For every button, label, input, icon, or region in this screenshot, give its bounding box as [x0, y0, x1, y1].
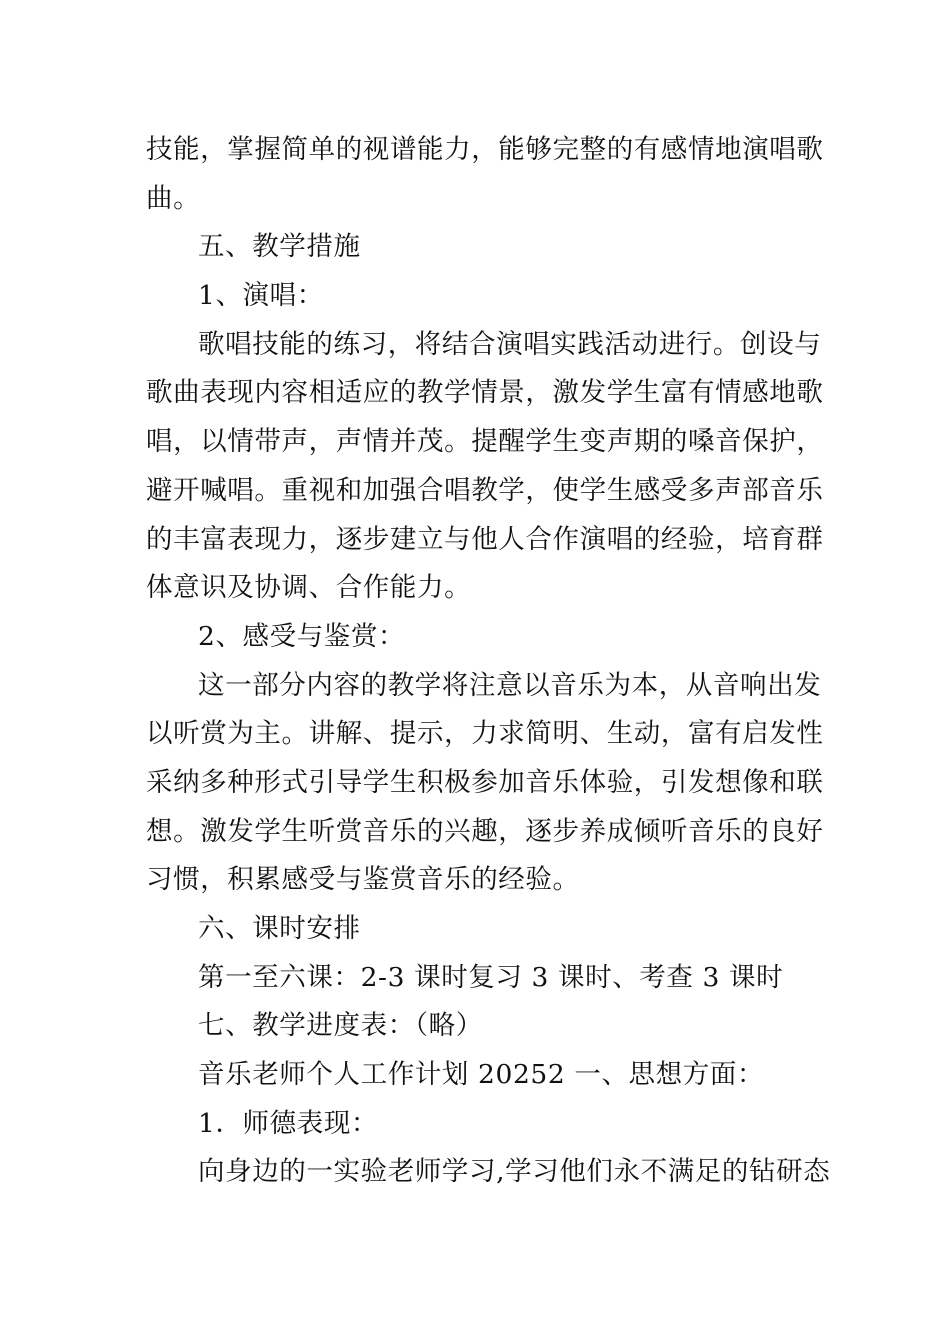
document-page — [146, 126, 831, 1197]
text-line: 曲。 — [146, 182, 201, 214]
paragraph-start: 向身边的一实验老师学习,学习他们永不满足的钻研态 — [198, 1156, 831, 1188]
text-line: 的丰富表现力，逐步建立与他人合作演唱的经验，培育群 — [146, 523, 824, 555]
paragraph-start: 这一部分内容的教学将注意以音乐为本，从音响出发 — [198, 669, 822, 701]
text-line: 习惯，积累感受与鉴赏音乐的经验。 — [146, 864, 580, 896]
section-heading: 七、教学进度表：（略） — [198, 1010, 483, 1042]
section-heading: 六、课时安排 — [198, 913, 361, 944]
text-line: 体意识及协调、合作能力。 — [146, 572, 472, 604]
text-line: 想。激发学生听赏音乐的兴趣，逐步养成倾听音乐的良好 — [146, 815, 824, 847]
text-line: 歌曲表现内容相适应的教学情景，激发学生富有情感地歌 — [146, 377, 824, 409]
section-heading: 五、教学措施 — [198, 231, 361, 263]
subsection-heading: 1．师德表现： — [198, 1107, 379, 1139]
text-line: 唱，以情带声，声情并茂。提醒学生变声期的嗓音保护， — [146, 426, 824, 458]
schedule-line: 第一至六课：2-3 课时复习 3 课时、考查 3 课时 — [198, 961, 784, 993]
subsection-heading: 2、感受与鉴赏： — [198, 620, 406, 652]
subsection-heading: 1、演唱： — [198, 280, 324, 312]
text-line: 采纳多种形式引导学生积极参加音乐体验，引发想像和联 — [146, 766, 824, 798]
text-line: 以听赏为主。讲解、提示，力求简明、生动，富有启发性 — [146, 718, 824, 750]
document-title-line: 音乐老师个人工作计划 20252 一、思想方面： — [198, 1059, 765, 1091]
paragraph-start: 歌唱技能的练习，将结合演唱实践活动进行。创设与 — [198, 328, 822, 360]
text-line: 技能，掌握简单的视谱能力，能够完整的有感情地演唱歌 — [146, 134, 824, 165]
text-line: 避开喊唱。重视和加强合唱教学，使学生感受多声部音乐 — [146, 474, 824, 506]
